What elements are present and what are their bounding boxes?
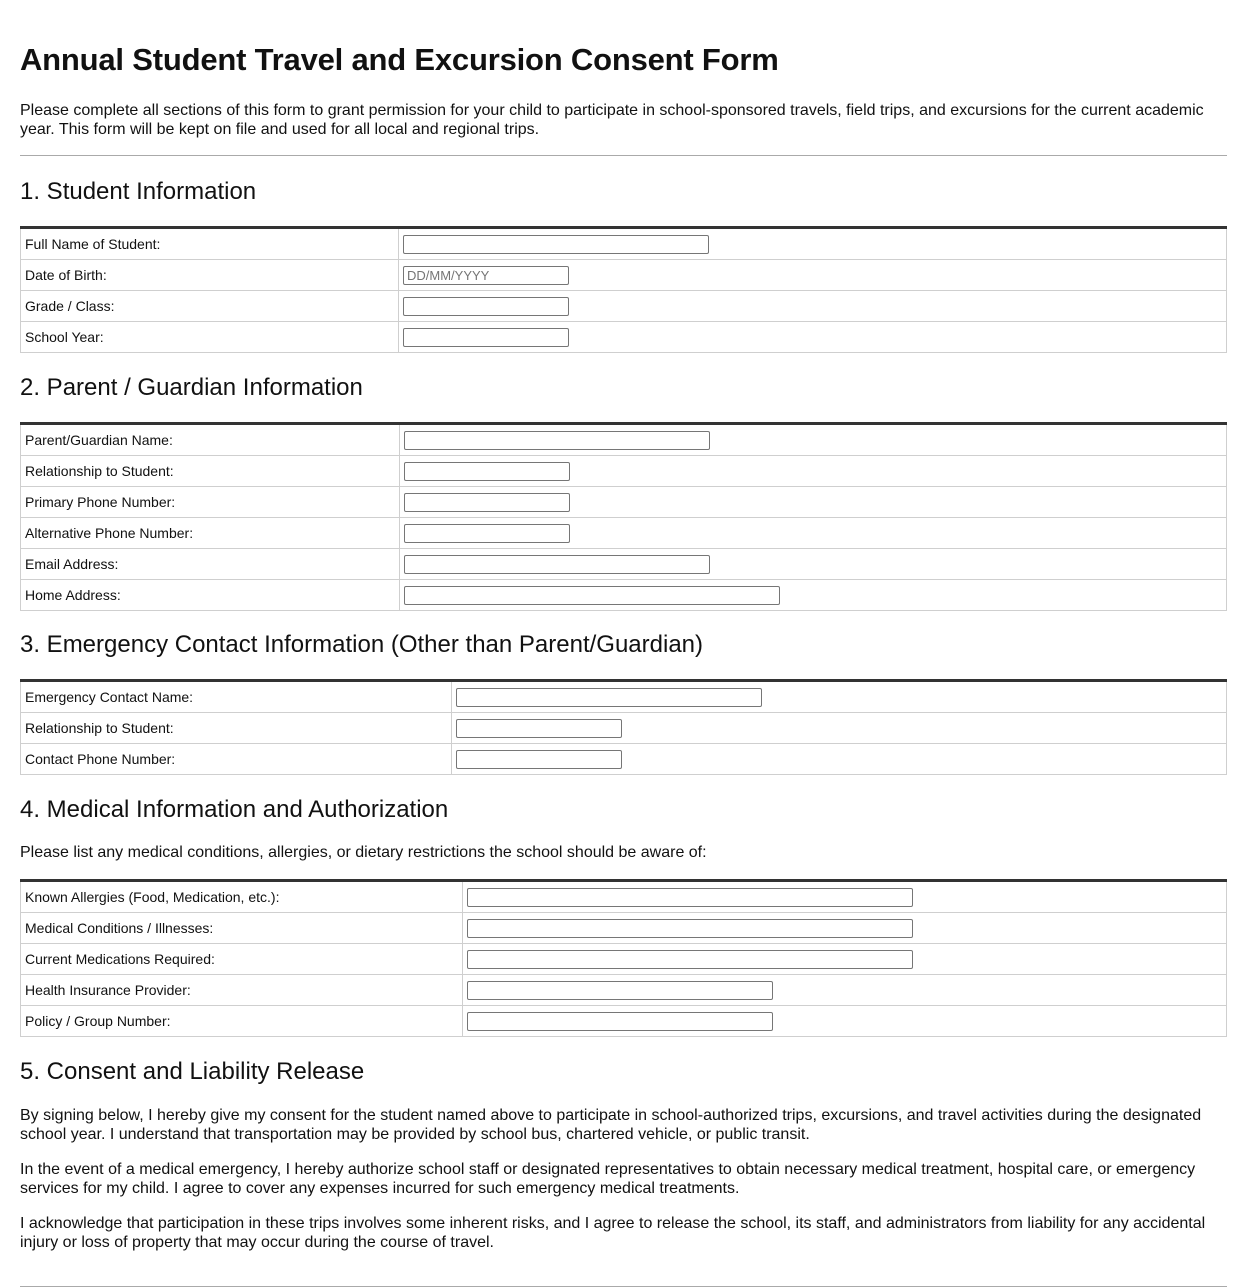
date-of-birth-input[interactable] xyxy=(403,266,569,285)
emergency-relationship-input[interactable] xyxy=(456,719,622,738)
parent-relationship-input[interactable] xyxy=(404,462,570,481)
field-label: Medical Conditions / Illnesses: xyxy=(21,913,463,944)
table-row xyxy=(21,744,1227,775)
field-label: Grade / Class: xyxy=(21,291,399,322)
table-row xyxy=(21,580,1227,611)
medical-info-table xyxy=(20,879,1227,1037)
home-address-input[interactable] xyxy=(404,586,780,605)
table-row xyxy=(21,487,1227,518)
table-row xyxy=(21,322,1227,353)
alternative-phone-input[interactable] xyxy=(404,524,570,543)
table-row xyxy=(21,881,1227,913)
field-label: Alternative Phone Number: xyxy=(21,518,400,549)
field-label: Email Address: xyxy=(21,549,400,580)
intro-text: Please complete all sections of this form to grant permission for your child to participate in school-sponsored travels, field trips, and excursions for the current academic year. This form will be kept on file and used for all local and regional trips. xyxy=(20,102,1204,138)
field-label: Full Name of Student: xyxy=(21,228,399,260)
table-row xyxy=(21,291,1227,322)
emergency-contact-table xyxy=(20,679,1227,775)
section-heading-parent: 2. Parent / Guardian Information xyxy=(20,374,363,401)
table-row xyxy=(21,456,1227,487)
section-heading-emergency: 3. Emergency Contact Information (Other than Parent/Guardian) xyxy=(20,631,704,658)
table-row xyxy=(21,944,1227,975)
policy-group-number-input[interactable] xyxy=(467,1012,773,1031)
grade-class-input[interactable] xyxy=(403,297,569,316)
school-year-input[interactable] xyxy=(403,328,569,347)
consent-paragraph: In the event of a medical emergency, I hereby authorize school staff or designated representatives to obtain necessary medical treatment, hospital care, or emergency services for my child. I agree to cover any expenses incurred for such emergency medical treatments. xyxy=(20,1161,1196,1197)
emergency-contact-name-input[interactable] xyxy=(456,688,762,707)
table-row xyxy=(21,228,1227,260)
field-label: Health Insurance Provider: xyxy=(21,975,463,1006)
section-heading-medical: 4. Medical Information and Authorization xyxy=(20,796,449,823)
divider xyxy=(20,155,1227,156)
table-row xyxy=(21,713,1227,744)
email-address-input[interactable] xyxy=(404,555,710,574)
student-full-name-input[interactable] xyxy=(403,235,709,254)
field-label: Primary Phone Number: xyxy=(21,487,400,518)
table-row xyxy=(21,681,1227,713)
field-label: Date of Birth: xyxy=(21,260,399,291)
consent-paragraph: By signing below, I hereby give my consent for the student named above to participate in school-authorized trips, excursions, and travel activities during the designated school year. I understand that transportation may be provided by school bus, chartered vehicle, or public transit. xyxy=(20,1107,1202,1143)
table-row xyxy=(21,260,1227,291)
section-heading-student: 1. Student Information xyxy=(20,178,257,205)
field-label: School Year: xyxy=(21,322,399,353)
insurance-provider-input[interactable] xyxy=(467,981,773,1000)
field-label: Known Allergies (Food, Medication, etc.): xyxy=(21,881,463,913)
consent-paragraph: I acknowledge that participation in these trips involves some inherent risks, and I agree to release the school, its staff, and administrators from liability for any accidental injury or loss of property that may occur during the course of travel. xyxy=(20,1215,1206,1251)
table-row xyxy=(21,913,1227,944)
parent-info-table xyxy=(20,422,1227,611)
field-label: Relationship to Student: xyxy=(21,456,400,487)
medical-note: Please list any medical conditions, allergies, or dietary restrictions the school should be aware of: xyxy=(20,844,707,861)
student-info-table xyxy=(20,226,1227,353)
section-heading-consent: 5. Consent and Liability Release xyxy=(20,1058,365,1085)
field-label: Home Address: xyxy=(21,580,400,611)
page-title: Annual Student Travel and Excursion Consent Form xyxy=(20,42,779,77)
field-label: Current Medications Required: xyxy=(21,944,463,975)
field-label: Parent/Guardian Name: xyxy=(21,424,400,456)
field-label: Emergency Contact Name: xyxy=(21,681,452,713)
field-label: Contact Phone Number: xyxy=(21,744,452,775)
table-row xyxy=(21,975,1227,1006)
divider xyxy=(20,1286,1227,1287)
primary-phone-input[interactable] xyxy=(404,493,570,512)
current-medications-input[interactable] xyxy=(467,950,913,969)
field-label: Policy / Group Number: xyxy=(21,1006,463,1037)
table-row xyxy=(21,518,1227,549)
table-row xyxy=(21,549,1227,580)
known-allergies-input[interactable] xyxy=(467,888,913,907)
emergency-phone-input[interactable] xyxy=(456,750,622,769)
table-row xyxy=(21,424,1227,456)
table-row xyxy=(21,1006,1227,1037)
parent-name-input[interactable] xyxy=(404,431,710,450)
medical-conditions-input[interactable] xyxy=(467,919,913,938)
field-label: Relationship to Student: xyxy=(21,713,452,744)
